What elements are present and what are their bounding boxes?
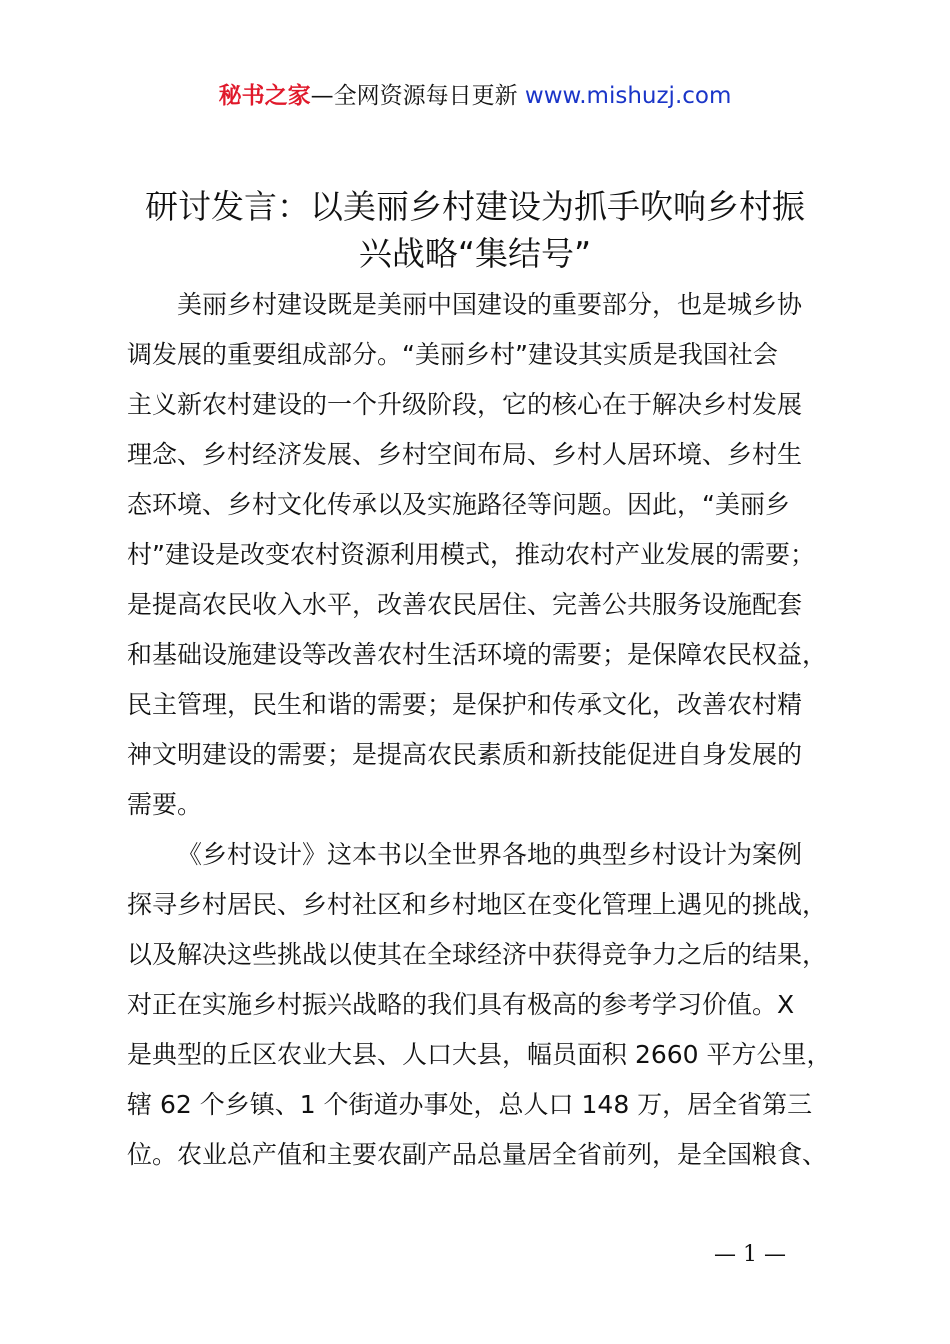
site-brand: 秘书之家: [218, 83, 311, 109]
page-number: — 1 —: [714, 1242, 786, 1267]
paragraph-line: 民主管理，民生和谐的需要；是保护和传承文化，改善农村精: [127, 690, 803, 719]
paragraph-line: 是典型的丘区农业大县、人口大县，幅员面积 2660 平方公里，: [127, 1040, 832, 1069]
paragraph-line: 村”建设是改变农村资源利用模式，推动农村产业发展的需要；: [127, 540, 815, 569]
paragraph-line: 和基础设施建设等改善农村生活环境的需要；是保障农民权益，: [127, 640, 828, 669]
site-url-link[interactable]: www.mishuzj.com: [524, 83, 732, 109]
paragraph-line: 神文明建设的需要；是提高农民素质和新技能促进自身发展的: [127, 740, 803, 769]
paragraph-line: 态环境、乡村文化传承以及实施路径等问题。因此，“美丽乡: [127, 490, 790, 519]
paragraph-2: [127, 830, 857, 1180]
paragraph-line: 理念、乡村经济发展、乡村空间布局、乡村人居环境、乡村生: [127, 440, 803, 469]
paragraph-line: 位。农业总产值和主要农副产品总量居全省前列，是全国粮食、: [127, 1140, 828, 1169]
document-title: [100, 183, 850, 277]
paragraph-line: 探寻乡村居民、乡村社区和乡村地区在变化管理上遇见的挑战，: [127, 890, 828, 919]
title-line: 研讨发言：以美丽乡村建设为抓手吹响乡村振: [145, 187, 805, 226]
paragraph-line: 主义新农村建设的一个升级阶段，它的核心在于解决乡村发展: [127, 390, 803, 419]
paragraph-line: 辖 62 个乡镇、1 个街道办事处，总人口 148 万，居全省第三: [127, 1090, 813, 1119]
paragraph-line: 是提高农民收入水平，改善农民居住、完善公共服务设施配套: [127, 590, 803, 619]
title-line: 兴战略“集结号”: [358, 234, 592, 273]
site-tagline: —全网资源每日更新: [310, 83, 518, 109]
paragraph-line: 《乡村设计》这本书以全世界各地的典型乡村设计为案例: [177, 840, 803, 869]
paragraph-1: [127, 280, 857, 830]
paragraph-line: 美丽乡村建设既是美丽中国建设的重要部分，也是城乡协: [177, 290, 803, 319]
paragraph-line: 需要。: [127, 790, 203, 819]
paragraph-line: 调发展的重要组成部分。“美丽乡村”建设其实质是我国社会: [127, 340, 778, 369]
paragraph-line: 对正在实施乡村振兴战略的我们具有极高的参考学习价值。X: [127, 990, 795, 1019]
site-header: [0, 80, 950, 112]
paragraph-line: 以及解决这些挑战以使其在全球经济中获得竞争力之后的结果，: [127, 940, 828, 969]
